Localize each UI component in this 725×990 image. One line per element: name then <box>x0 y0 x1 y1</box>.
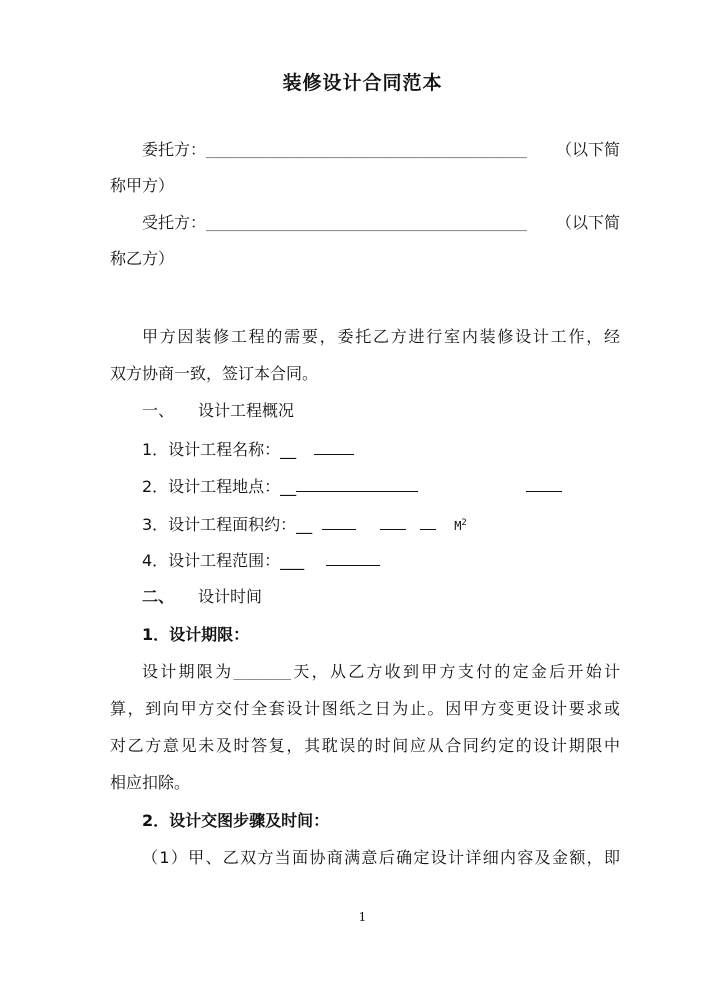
design-period-line-4: 相应扣除。 <box>110 773 191 792</box>
project-area-blank-2 <box>380 514 406 530</box>
page-number: 1 <box>358 910 367 924</box>
client-suffix-line: 称甲方） <box>110 176 175 195</box>
project-scope-label: 4．设计工程范围：___ <box>142 551 305 570</box>
project-location-blank <box>296 476 418 492</box>
design-period-line-3: 对乙方意见未及时答复，其耽误的时间应从合同约定的设计期限中 <box>110 736 620 755</box>
section1-title: 设计工程概况 <box>198 401 295 420</box>
contractor-suffix-line: 称乙方） <box>110 249 175 268</box>
project-location-line <box>110 476 652 497</box>
design-period-heading: 1．设计期限： <box>142 625 250 644</box>
contractor-line <box>110 213 620 235</box>
client-line <box>110 140 620 162</box>
client-blank: _________________________________________ <box>206 144 527 159</box>
client-suffix: （以下简 <box>555 140 620 159</box>
project-scope-blank <box>326 550 380 566</box>
contractor-suffix: （以下简 <box>555 213 620 232</box>
section1-heading <box>110 401 652 421</box>
section2-title: 设计时间 <box>198 587 263 606</box>
project-area-blank-3 <box>420 514 436 530</box>
contractor-label: 受托方： <box>142 213 207 232</box>
drawing-steps-heading: 2．设计交图步骤及时间： <box>142 811 330 830</box>
design-period-line-2: 算，到向甲方交付全套设计图纸之日为止。因甲方变更设计要求或 <box>110 699 620 718</box>
project-scope-line <box>110 550 652 571</box>
intro-line-1: 甲方因装修工程的需要，委托乙方进行室内装修设计工作，经 <box>142 327 620 346</box>
project-area-line <box>110 513 652 536</box>
client-label: 委托方： <box>142 140 207 159</box>
project-area-label: 3．设计工程面积约：__ <box>142 515 313 534</box>
project-name-blank <box>314 439 354 455</box>
project-location-label: 2．设计工程地点：__ <box>142 477 297 496</box>
intro-line-2: 双方协商一致，签订本合同。 <box>110 364 319 383</box>
design-period-line-1 <box>110 662 620 683</box>
document-title: 装修设计合同范本 <box>282 72 443 94</box>
area-unit-m: M <box>454 519 462 533</box>
project-location-blank-2 <box>526 476 562 492</box>
project-name-label: 1．设计工程名称：__ <box>142 440 297 459</box>
project-area-blank-1 <box>322 514 356 530</box>
project-name-line <box>110 439 652 460</box>
section2-heading <box>110 587 652 607</box>
section1-number: 一、 <box>142 401 175 420</box>
area-unit-superscript: 2 <box>461 518 467 528</box>
design-period-days-blank: ________ <box>233 666 292 680</box>
design-period-text-b: 天，从乙方收到甲方支付的定金后开始计 <box>291 662 620 681</box>
design-period-text-a: 设计期限为 <box>142 662 234 681</box>
contractor-blank: _________________________________________ <box>206 217 527 232</box>
section2-number: 二、 <box>142 587 175 606</box>
area-unit <box>454 519 467 533</box>
drawing-steps-line-1: （1）甲、乙双方当面协商满意后确定设计详细内容及金额，即 <box>142 848 620 867</box>
